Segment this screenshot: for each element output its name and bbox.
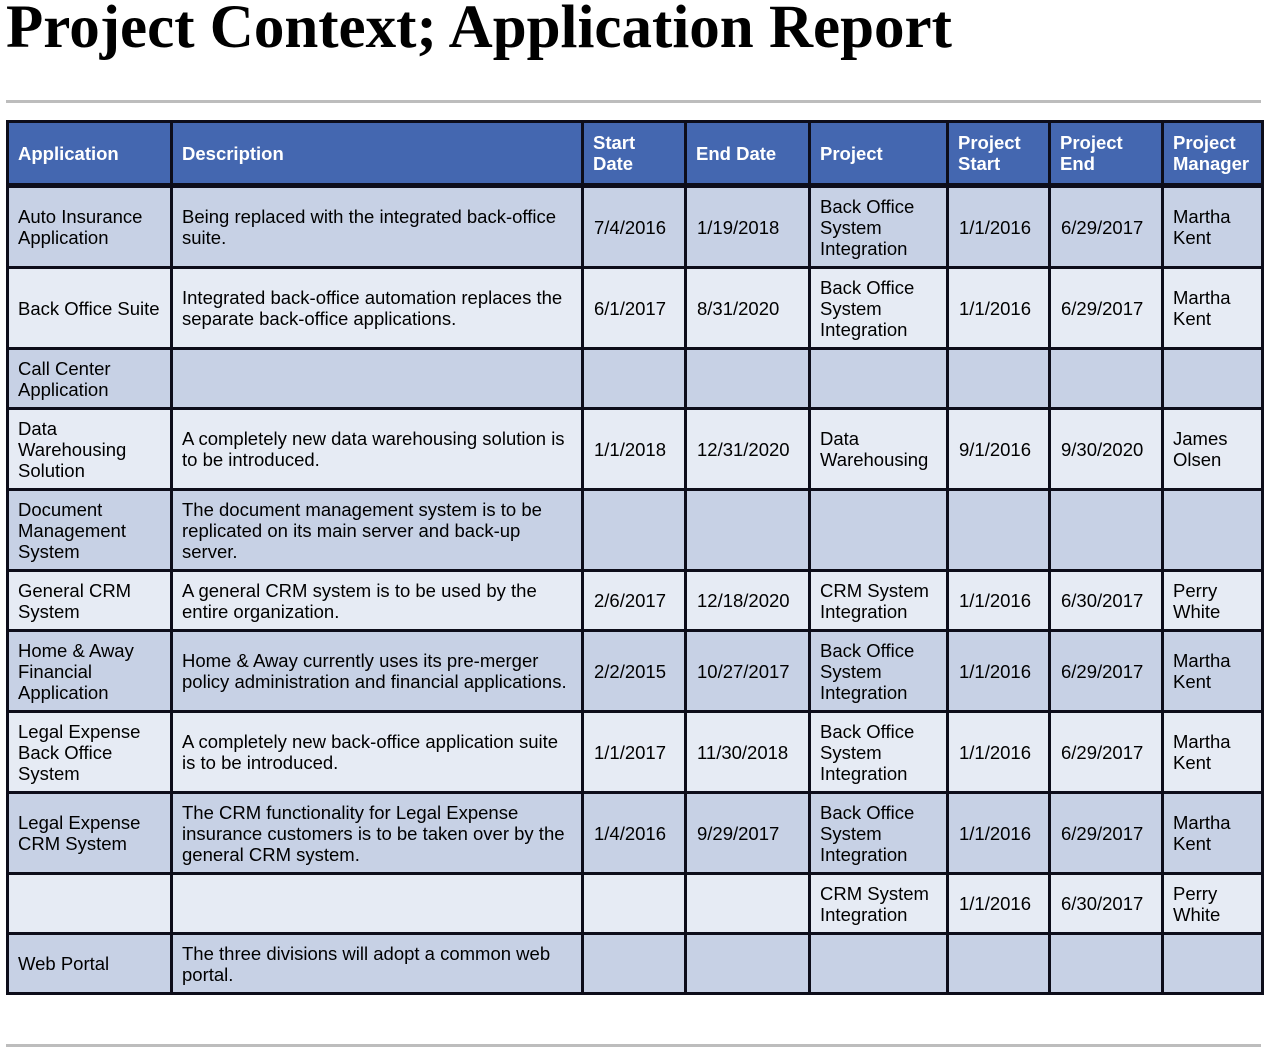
application-cell: Data Warehousing Solution [8,409,172,490]
column-header-project-manager[interactable]: Project Manager [1163,122,1263,186]
project-start-cell [948,490,1050,571]
project-manager-cell: Perry White [1163,571,1263,631]
project-end-cell: 6/29/2017 [1050,268,1163,349]
project-manager-cell: Martha Kent [1163,712,1263,793]
description-cell: The CRM functionality for Legal Expense insurance customers is to be taken over by the general CRM system. [172,793,583,874]
application-cell: Home & Away Financial Application [8,631,172,712]
start-date-cell: 6/1/2017 [583,268,686,349]
project-end-cell [1050,349,1163,409]
application-cell: Document Management System [8,490,172,571]
application-cell: General CRM System [8,571,172,631]
table-row [8,793,1263,874]
project-end-cell: 6/29/2017 [1050,793,1163,874]
table-row [8,349,1263,409]
table-row [8,571,1263,631]
end-date-cell [686,874,810,934]
project-start-cell: 1/1/2016 [948,268,1050,349]
end-date-cell: 8/31/2020 [686,268,810,349]
description-cell [172,874,583,934]
project-cell: Back Office System Integration [810,793,948,874]
project-manager-cell: Martha Kent [1163,186,1263,268]
start-date-cell: 1/1/2017 [583,712,686,793]
table-row [8,490,1263,571]
application-cell [8,874,172,934]
project-manager-cell: Martha Kent [1163,793,1263,874]
table-row [8,712,1263,793]
column-header-project-start[interactable]: Project Start [948,122,1050,186]
project-manager-cell [1163,349,1263,409]
end-date-cell [686,349,810,409]
project-manager-cell: Martha Kent [1163,631,1263,712]
project-end-cell: 6/30/2017 [1050,571,1163,631]
project-cell: CRM System Integration [810,874,948,934]
table-row [8,186,1263,268]
project-end-cell: 6/29/2017 [1050,712,1163,793]
end-date-cell [686,934,810,994]
project-start-cell [948,934,1050,994]
project-manager-cell [1163,934,1263,994]
application-cell: Call Center Application [8,349,172,409]
project-cell: Back Office System Integration [810,268,948,349]
project-start-cell: 1/1/2016 [948,793,1050,874]
start-date-cell: 1/1/2018 [583,409,686,490]
project-end-cell [1050,934,1163,994]
table-header-row [8,122,1263,186]
table-row [8,268,1263,349]
end-date-cell [686,490,810,571]
project-end-cell: 6/30/2017 [1050,874,1163,934]
column-header-project[interactable]: Project [810,122,948,186]
project-cell [810,490,948,571]
project-manager-cell: Perry White [1163,874,1263,934]
end-date-cell: 11/30/2018 [686,712,810,793]
project-end-cell: 9/30/2020 [1050,409,1163,490]
project-start-cell: 1/1/2016 [948,631,1050,712]
bottom-divider [6,1044,1261,1047]
start-date-cell: 2/2/2015 [583,631,686,712]
project-cell [810,349,948,409]
end-date-cell: 1/19/2018 [686,186,810,268]
end-date-cell: 12/31/2020 [686,409,810,490]
application-cell: Legal Expense Back Office System [8,712,172,793]
table-row [8,934,1263,994]
project-manager-cell [1163,490,1263,571]
description-cell [172,349,583,409]
project-start-cell: 1/1/2016 [948,571,1050,631]
project-end-cell: 6/29/2017 [1050,631,1163,712]
application-cell: Legal Expense CRM System [8,793,172,874]
end-date-cell: 10/27/2017 [686,631,810,712]
project-manager-cell: Martha Kent [1163,268,1263,349]
description-cell: A completely new back-office application suite is to be introduced. [172,712,583,793]
start-date-cell [583,349,686,409]
application-report-table [6,120,1264,995]
table-row [8,874,1263,934]
description-cell: Home & Away currently uses its pre-merger policy administration and financial applications. [172,631,583,712]
column-header-end-date[interactable]: End Date [686,122,810,186]
project-start-cell: 1/1/2016 [948,712,1050,793]
end-date-cell: 9/29/2017 [686,793,810,874]
page-title: Project Context; Application Report [6,0,952,61]
project-manager-cell: James Olsen [1163,409,1263,490]
end-date-cell: 12/18/2020 [686,571,810,631]
start-date-cell [583,934,686,994]
project-end-cell: 6/29/2017 [1050,186,1163,268]
table-row [8,409,1263,490]
start-date-cell: 7/4/2016 [583,186,686,268]
project-start-cell: 9/1/2016 [948,409,1050,490]
project-cell [810,934,948,994]
description-cell: A general CRM system is to be used by the entire organization. [172,571,583,631]
project-end-cell [1050,490,1163,571]
project-start-cell: 1/1/2016 [948,186,1050,268]
description-cell: The three divisions will adopt a common web portal. [172,934,583,994]
column-header-project-end[interactable]: Project End [1050,122,1163,186]
description-cell: A completely new data warehousing solution is to be introduced. [172,409,583,490]
application-cell: Auto Insurance Application [8,186,172,268]
top-divider [6,100,1261,103]
project-cell: Back Office System Integration [810,186,948,268]
project-cell: Data Warehousing [810,409,948,490]
table-row [8,631,1263,712]
application-cell: Web Portal [8,934,172,994]
description-cell: The document management system is to be replicated on its main server and back-up server. [172,490,583,571]
project-cell: Back Office System Integration [810,631,948,712]
column-header-start-date[interactable]: Start Date [583,122,686,186]
application-cell: Back Office Suite [8,268,172,349]
column-header-description[interactable]: Description [172,122,583,186]
description-cell: Integrated back-office automation replaces the separate back-office applications. [172,268,583,349]
description-cell: Being replaced with the integrated back-office suite. [172,186,583,268]
start-date-cell [583,874,686,934]
start-date-cell [583,490,686,571]
column-header-application[interactable]: Application [8,122,172,186]
project-start-cell [948,349,1050,409]
project-cell: Back Office System Integration [810,712,948,793]
project-cell: CRM System Integration [810,571,948,631]
project-start-cell: 1/1/2016 [948,874,1050,934]
start-date-cell: 1/4/2016 [583,793,686,874]
start-date-cell: 2/6/2017 [583,571,686,631]
